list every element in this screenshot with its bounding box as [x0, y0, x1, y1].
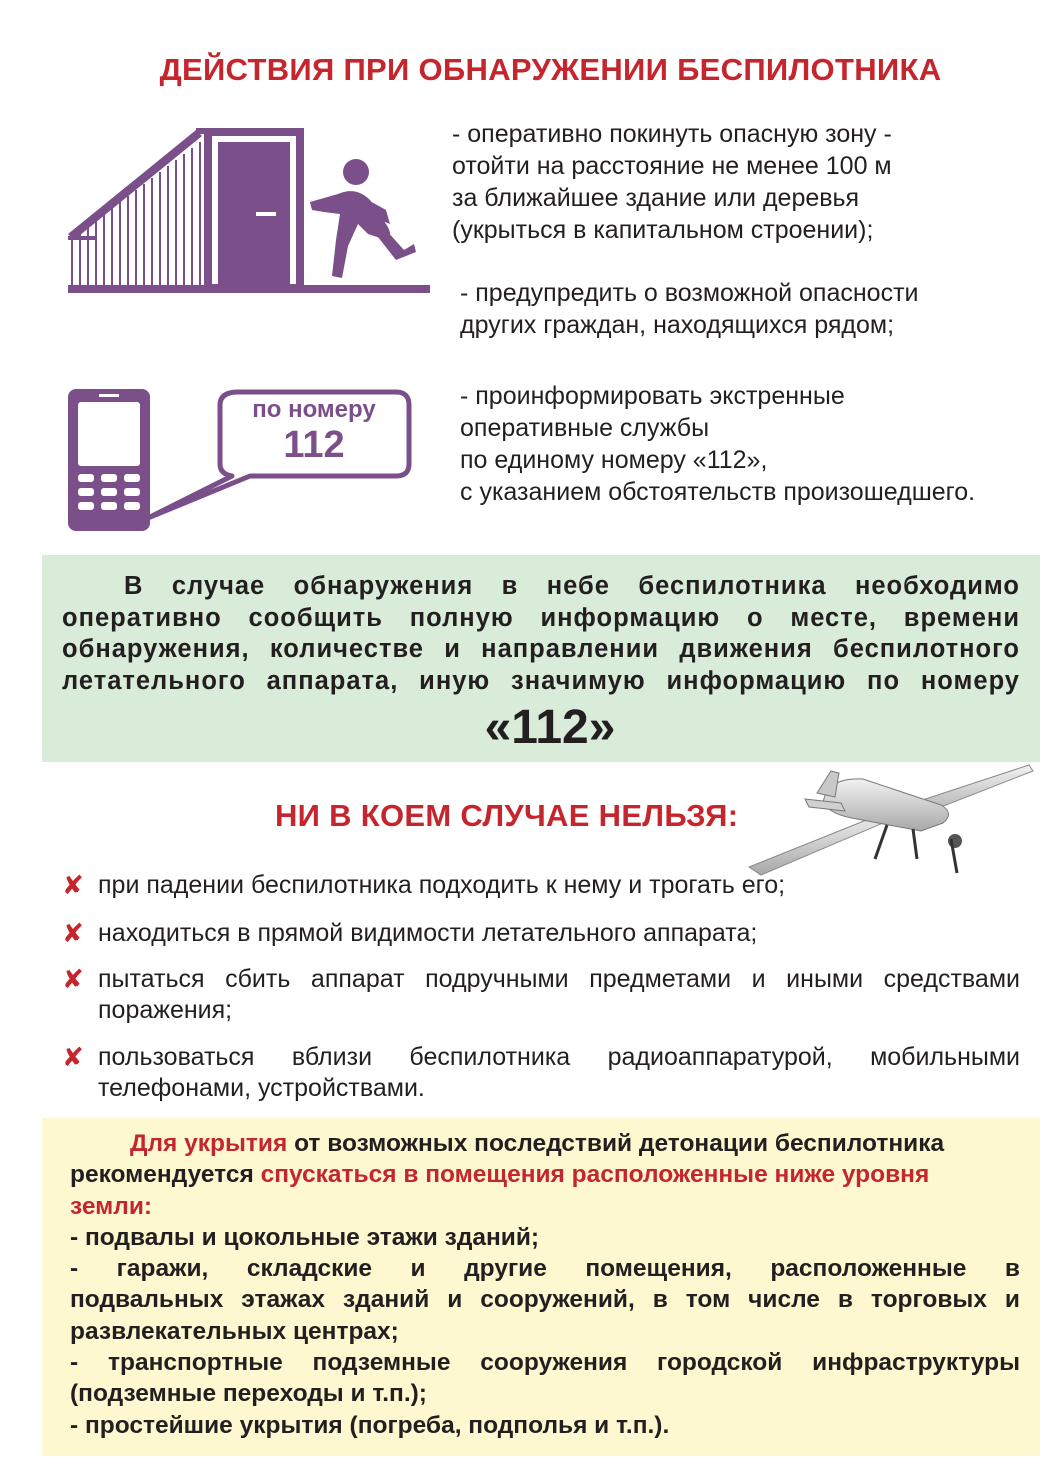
list-item-text: телефонами, устройствами. [98, 1074, 425, 1102]
emergency-number: «112» [484, 701, 616, 754]
list-item [62, 870, 1020, 901]
list-item-text: при падении беспилотника подходить к нему и трогать его; [98, 871, 786, 899]
drone-illustration [745, 763, 1035, 879]
shelter-item: - простейшие укрытия (погреба, подполья и т.п.). [70, 1411, 670, 1439]
shelter-item: (подземные переходы и т.п.); [70, 1380, 427, 1408]
shelter-highlight: земли: [70, 1192, 153, 1220]
list-item [62, 918, 1020, 949]
shelter-item: подвальных этажах зданий и сооружений, в том числе в торговых и [70, 1286, 1020, 1314]
list-item-text: находиться в прямой видимости летательного аппарата; [98, 919, 758, 947]
list-item-text: поражения; [98, 996, 233, 1024]
bubble-number: 112 [283, 424, 345, 466]
notice-line: В случае обнаружения в небе беспилотника необходимо [124, 572, 1020, 600]
shelter-item: - транспортные подземные сооружения городской инфраструктуры [70, 1349, 1020, 1377]
page-title: ДЕЙСТВИЯ ПРИ ОБНАРУЖЕНИИ БЕСПИЛОТНИКА [159, 52, 942, 87]
action-leave-zone: - оперативно покинуть опасную зону - отойти на расстояние не менее 100 м за ближайшее здание или деревья (укрыться в капитальном строении); [452, 120, 892, 244]
shelter-text [70, 1128, 1020, 1441]
notice-line: летательного аппарата, иную значимую информацию по номеру [62, 666, 1020, 695]
list-item-text: пользоваться вблизи беспилотника радиоаппаратурой, мобильными [98, 1043, 1020, 1071]
shelter-intro [70, 1128, 1020, 1159]
action-warn-citizens: - предупредить о возможной опасности других граждан, находящихся рядом; [460, 279, 919, 339]
drone-icon [745, 763, 1035, 879]
list-item [62, 1042, 1020, 1104]
shelter-highlight: спускаться в помещения расположенные ниже уровня [260, 1161, 930, 1189]
notice-text [62, 571, 1020, 697]
evacuation-illustration [68, 128, 430, 296]
shelter-item: - гаражи, складские и другие помещения, расположенные в [70, 1255, 1020, 1283]
shelter-intro-text: от возможных последствий детонации беспилотника [287, 1130, 945, 1157]
notice-line: оперативно сообщить полную информацию о месте, времени [62, 603, 1020, 632]
cross-icon: ✘ [62, 918, 84, 948]
bubble-label: по номеру [252, 396, 376, 423]
list-item-text: пытаться сбить аппарат подручными предметами и иными средствами [98, 965, 1020, 993]
shelter-item: развлекательных центрах; [70, 1317, 399, 1345]
forbidden-title: НИ В КОЕМ СЛУЧАЕ НЕЛЬЗЯ: [275, 798, 739, 833]
cross-icon: ✘ [62, 964, 84, 994]
shelter-intro-2 [70, 1159, 1020, 1190]
action-call-112: - проинформировать экстренные оперативные службы по единому номеру «112», с указанием обстоятельств произошедшего. [460, 382, 976, 506]
shelter-highlight: Для укрытия [130, 1130, 288, 1157]
cross-icon: ✘ [62, 870, 84, 900]
list-item [62, 964, 1020, 1026]
top-band [0, 0, 1041, 46]
notice-line: обнаружения, количестве и направлении движения беспилотного [62, 635, 1020, 663]
shelter-item: - подвалы и цокольные этажи зданий; [70, 1223, 540, 1251]
shelter-intro-text: рекомендуется [70, 1161, 261, 1189]
cross-icon: ✘ [62, 1042, 84, 1072]
running-person-icon [68, 128, 430, 296]
